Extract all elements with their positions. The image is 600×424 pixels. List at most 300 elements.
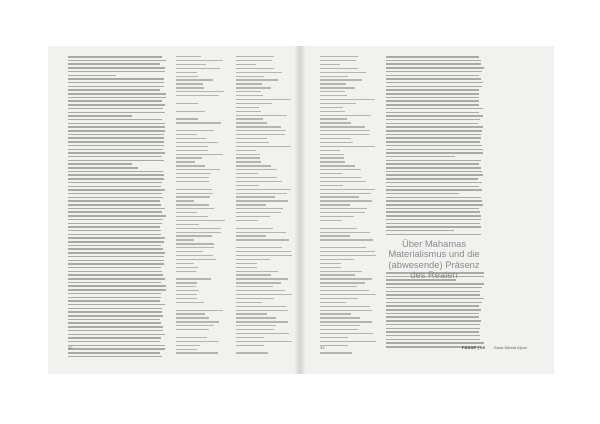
text-line-placeholder xyxy=(68,167,138,169)
text-line-placeholder xyxy=(68,326,163,328)
text-line-placeholder xyxy=(236,271,278,272)
text-line-placeholder xyxy=(68,241,164,243)
text-line-placeholder xyxy=(236,154,260,155)
text-line-placeholder xyxy=(236,99,291,100)
text-line-placeholder xyxy=(176,60,223,61)
text-line-placeholder xyxy=(176,341,219,342)
text-line-placeholder xyxy=(236,235,266,236)
text-line-placeholder xyxy=(320,79,362,80)
text-line-placeholder xyxy=(176,294,197,295)
text-line-placeholder xyxy=(236,329,274,330)
text-line-placeholder xyxy=(386,71,482,73)
text-line-placeholder xyxy=(386,104,479,106)
text-line-placeholder xyxy=(68,152,165,154)
text-line-placeholder xyxy=(68,330,163,332)
text-line-placeholder xyxy=(386,200,482,202)
text-line-placeholder xyxy=(320,107,343,108)
text-line-placeholder xyxy=(236,341,292,342)
text-line-placeholder xyxy=(386,215,481,217)
text-line-placeholder xyxy=(236,228,273,229)
text-line-placeholder xyxy=(386,226,481,228)
text-line-placeholder xyxy=(236,313,267,314)
text-line-placeholder xyxy=(176,138,206,139)
text-line-placeholder xyxy=(320,118,347,119)
text-line-placeholder xyxy=(68,71,165,73)
text-line-placeholder xyxy=(320,91,345,92)
text-line-placeholder xyxy=(320,142,353,143)
text-line-placeholder xyxy=(68,97,166,99)
text-line-placeholder xyxy=(68,134,164,136)
text-line-placeholder xyxy=(236,72,282,73)
text-line-placeholder xyxy=(176,154,223,155)
text-line-placeholder xyxy=(386,197,481,199)
text-line-placeholder xyxy=(68,115,132,117)
right-footnote-column xyxy=(320,56,376,356)
text-line-placeholder xyxy=(176,345,200,346)
text-line-placeholder xyxy=(236,130,286,131)
text-line-placeholder xyxy=(68,260,164,262)
text-line-placeholder xyxy=(386,141,480,143)
text-line-placeholder xyxy=(68,63,160,65)
text-line-placeholder xyxy=(386,339,480,341)
text-line-placeholder xyxy=(320,298,358,299)
text-line-placeholder xyxy=(236,306,286,307)
text-line-placeholder xyxy=(68,341,160,343)
text-line-placeholder xyxy=(68,200,160,202)
text-line-placeholder xyxy=(236,212,281,213)
text-line-placeholder xyxy=(320,235,350,236)
text-line-placeholder xyxy=(236,103,272,104)
running-footer-title: PASSE | 09 xyxy=(462,345,486,350)
text-line-placeholder xyxy=(236,274,271,275)
text-line-placeholder xyxy=(386,298,484,300)
text-line-placeholder xyxy=(68,226,160,228)
right-body-text-column-bottom xyxy=(386,272,484,348)
text-line-placeholder xyxy=(386,137,481,139)
text-line-placeholder xyxy=(68,289,166,291)
text-line-placeholder xyxy=(176,267,198,268)
text-line-placeholder xyxy=(176,103,198,104)
text-line-placeholder xyxy=(320,325,360,326)
right-page-number: 33 xyxy=(320,345,325,350)
text-line-placeholder xyxy=(176,204,209,205)
text-line-placeholder xyxy=(176,56,201,57)
text-line-placeholder xyxy=(386,86,482,88)
text-line-placeholder xyxy=(236,68,274,69)
text-line-placeholder xyxy=(236,286,273,287)
text-line-placeholder xyxy=(386,78,481,80)
text-line-placeholder xyxy=(320,290,369,291)
text-line-placeholder xyxy=(386,287,482,289)
text-line-placeholder xyxy=(176,352,218,353)
text-line-placeholder xyxy=(68,204,161,206)
text-line-placeholder xyxy=(320,286,357,287)
text-line-placeholder xyxy=(386,97,479,99)
text-line-placeholder xyxy=(320,271,362,272)
text-line-placeholder xyxy=(386,291,480,293)
text-line-placeholder xyxy=(320,185,343,186)
text-line-placeholder xyxy=(68,112,165,114)
text-line-placeholder xyxy=(320,282,365,283)
text-line-placeholder xyxy=(68,211,162,213)
text-line-placeholder xyxy=(236,294,292,295)
text-line-placeholder xyxy=(386,294,480,296)
text-line-placeholder xyxy=(68,126,165,128)
text-line-placeholder xyxy=(320,212,365,213)
text-line-placeholder xyxy=(386,193,459,195)
text-line-placeholder xyxy=(236,107,259,108)
text-line-placeholder xyxy=(236,64,256,65)
text-line-placeholder xyxy=(176,337,207,338)
text-line-placeholder xyxy=(68,345,165,347)
text-line-placeholder xyxy=(176,173,211,174)
text-line-placeholder xyxy=(236,216,270,217)
text-line-placeholder xyxy=(236,290,285,291)
text-line-placeholder xyxy=(236,255,292,256)
text-line-placeholder xyxy=(320,302,346,303)
text-line-placeholder xyxy=(320,352,352,353)
text-line-placeholder xyxy=(386,171,482,173)
text-line-placeholder xyxy=(68,282,161,284)
text-line-placeholder xyxy=(68,322,161,324)
text-line-placeholder xyxy=(236,79,278,80)
text-line-placeholder xyxy=(68,215,166,217)
page-gutter-shadow xyxy=(294,46,306,374)
text-line-placeholder xyxy=(236,126,281,127)
text-line-placeholder xyxy=(176,317,209,318)
text-line-placeholder xyxy=(386,219,481,221)
text-line-placeholder xyxy=(176,263,194,264)
text-line-placeholder xyxy=(68,271,162,273)
text-line-placeholder xyxy=(68,171,163,173)
text-line-placeholder xyxy=(386,63,481,65)
text-line-placeholder xyxy=(386,324,480,326)
text-line-placeholder xyxy=(320,169,361,170)
text-line-placeholder xyxy=(320,138,351,139)
text-line-placeholder xyxy=(320,64,340,65)
text-line-placeholder xyxy=(320,122,351,123)
text-line-placeholder xyxy=(236,134,285,135)
text-line-placeholder xyxy=(176,310,223,311)
text-line-placeholder xyxy=(320,263,341,264)
text-line-placeholder xyxy=(236,157,260,158)
text-line-placeholder xyxy=(386,283,484,285)
text-line-placeholder xyxy=(176,329,209,330)
text-line-placeholder xyxy=(320,200,372,201)
text-line-placeholder xyxy=(386,145,482,147)
text-line-placeholder xyxy=(236,83,262,84)
text-line-placeholder xyxy=(320,87,355,88)
text-line-placeholder xyxy=(320,196,359,197)
text-line-placeholder xyxy=(176,228,221,229)
text-line-placeholder xyxy=(386,182,482,184)
text-line-placeholder xyxy=(176,321,219,322)
text-line-placeholder xyxy=(68,123,165,125)
text-line-placeholder xyxy=(68,82,164,84)
text-line-placeholder xyxy=(386,123,478,125)
text-line-placeholder xyxy=(176,200,194,201)
text-line-placeholder xyxy=(386,93,479,95)
text-line-placeholder xyxy=(68,56,162,58)
text-line-placeholder xyxy=(236,87,271,88)
text-line-placeholder xyxy=(68,300,160,302)
text-line-placeholder xyxy=(68,263,164,265)
text-line-placeholder xyxy=(386,328,480,330)
text-line-placeholder xyxy=(320,76,348,77)
text-line-placeholder xyxy=(320,267,341,268)
text-line-placeholder xyxy=(320,103,356,104)
left-footnote-column-2 xyxy=(236,56,292,356)
text-line-placeholder xyxy=(68,130,165,132)
text-line-placeholder xyxy=(68,86,164,88)
text-line-placeholder xyxy=(386,156,455,158)
running-footer-author: Rasa Ditreta Aijum xyxy=(494,345,528,350)
text-line-placeholder xyxy=(68,193,162,195)
text-line-placeholder xyxy=(68,285,166,287)
text-line-placeholder xyxy=(176,212,197,213)
text-line-placeholder xyxy=(320,115,371,116)
text-line-placeholder xyxy=(236,161,261,162)
text-line-placeholder xyxy=(176,286,196,287)
text-line-placeholder xyxy=(386,305,479,307)
text-line-placeholder xyxy=(68,293,161,295)
left-body-text-column xyxy=(68,56,166,356)
text-line-placeholder xyxy=(68,230,161,232)
left-footnote-column xyxy=(176,56,226,356)
text-line-placeholder xyxy=(68,137,164,139)
text-line-placeholder xyxy=(320,83,346,84)
text-line-placeholder xyxy=(386,60,481,62)
text-line-placeholder xyxy=(236,232,286,233)
text-line-placeholder xyxy=(176,313,205,314)
text-line-placeholder xyxy=(68,60,166,62)
text-line-placeholder xyxy=(176,165,205,166)
text-line-placeholder xyxy=(68,352,160,354)
text-line-placeholder xyxy=(68,274,163,276)
text-line-placeholder xyxy=(236,60,272,61)
text-line-placeholder xyxy=(176,169,220,170)
text-line-placeholder xyxy=(320,216,354,217)
text-line-placeholder xyxy=(236,91,261,92)
text-line-placeholder xyxy=(320,251,375,252)
text-line-placeholder xyxy=(68,108,163,110)
text-line-placeholder xyxy=(176,68,220,69)
text-line-placeholder xyxy=(386,149,483,151)
text-line-placeholder xyxy=(236,282,281,283)
text-line-placeholder xyxy=(386,130,482,132)
text-line-placeholder xyxy=(320,161,345,162)
text-line-placeholder xyxy=(68,308,162,310)
text-line-placeholder xyxy=(176,146,208,147)
left-page-number: 32 xyxy=(68,345,73,350)
text-line-placeholder xyxy=(68,256,164,258)
text-line-placeholder xyxy=(386,115,483,117)
text-line-placeholder xyxy=(176,142,218,143)
text-line-placeholder xyxy=(176,181,209,182)
text-line-placeholder xyxy=(236,177,277,178)
text-line-placeholder xyxy=(68,119,162,121)
text-line-placeholder xyxy=(386,160,481,162)
text-line-placeholder xyxy=(386,223,480,225)
text-line-placeholder xyxy=(176,239,194,240)
text-line-placeholder xyxy=(236,165,271,166)
text-line-placeholder xyxy=(68,174,164,176)
text-line-placeholder xyxy=(236,337,264,338)
text-line-placeholder xyxy=(236,251,291,252)
text-line-placeholder xyxy=(236,263,257,264)
text-line-placeholder xyxy=(176,157,202,158)
text-line-placeholder xyxy=(320,130,370,131)
text-line-placeholder xyxy=(320,341,376,342)
text-line-placeholder xyxy=(386,335,480,337)
text-line-placeholder xyxy=(68,245,161,247)
text-line-placeholder xyxy=(176,271,196,272)
text-line-placeholder xyxy=(236,150,256,151)
text-line-placeholder xyxy=(68,160,164,162)
text-line-placeholder xyxy=(68,219,163,221)
text-line-placeholder xyxy=(176,130,214,131)
text-line-placeholder xyxy=(176,302,204,303)
text-line-placeholder xyxy=(176,251,203,252)
text-line-placeholder xyxy=(386,89,479,91)
text-line-placeholder xyxy=(320,232,370,233)
text-line-placeholder xyxy=(386,82,483,84)
text-line-placeholder xyxy=(68,348,165,350)
text-line-placeholder xyxy=(176,91,224,92)
text-line-placeholder xyxy=(236,310,288,311)
text-line-placeholder xyxy=(176,216,208,217)
text-line-placeholder xyxy=(320,321,372,322)
text-line-placeholder xyxy=(320,204,350,205)
text-line-placeholder xyxy=(320,95,347,96)
text-line-placeholder xyxy=(320,228,357,229)
text-line-placeholder xyxy=(68,311,162,313)
text-line-placeholder xyxy=(386,67,484,69)
text-line-placeholder xyxy=(236,302,262,303)
text-line-placeholder xyxy=(176,278,211,279)
text-line-placeholder xyxy=(176,79,213,80)
text-line-placeholder xyxy=(236,138,267,139)
text-line-placeholder xyxy=(320,310,372,311)
text-line-placeholder xyxy=(236,352,268,353)
text-line-placeholder xyxy=(320,337,348,338)
text-line-placeholder xyxy=(236,111,261,112)
text-line-placeholder xyxy=(68,104,165,106)
text-line-placeholder xyxy=(320,313,351,314)
text-line-placeholder xyxy=(236,247,282,248)
text-line-placeholder xyxy=(386,152,483,154)
text-line-placeholder xyxy=(68,100,162,102)
text-line-placeholder xyxy=(386,309,481,311)
text-line-placeholder xyxy=(386,178,478,180)
text-line-placeholder xyxy=(68,189,165,191)
text-line-placeholder xyxy=(236,115,287,116)
text-line-placeholder xyxy=(386,234,481,236)
text-line-placeholder xyxy=(68,208,165,210)
section-heading: Über Mahamas Materialismus und die (abwesende) Präsenz des Realen xyxy=(388,238,480,281)
text-line-placeholder xyxy=(68,93,166,95)
text-line-placeholder xyxy=(68,145,164,147)
text-line-placeholder xyxy=(176,290,199,291)
text-line-placeholder xyxy=(236,259,270,260)
text-line-placeholder xyxy=(68,178,164,180)
text-line-placeholder xyxy=(320,177,361,178)
text-line-placeholder xyxy=(236,185,259,186)
text-line-placeholder xyxy=(68,78,164,80)
text-line-placeholder xyxy=(176,134,197,135)
text-line-placeholder xyxy=(236,118,263,119)
text-line-placeholder xyxy=(68,315,163,317)
text-line-placeholder xyxy=(236,196,275,197)
text-line-placeholder xyxy=(68,182,162,184)
text-line-placeholder xyxy=(236,76,264,77)
text-line-placeholder xyxy=(236,317,276,318)
text-line-placeholder xyxy=(176,325,214,326)
text-line-placeholder xyxy=(68,252,165,254)
text-line-placeholder xyxy=(176,150,208,151)
text-line-placeholder xyxy=(386,134,481,136)
text-line-placeholder xyxy=(68,75,116,77)
text-line-placeholder xyxy=(236,193,287,194)
text-line-placeholder xyxy=(176,177,209,178)
text-line-placeholder xyxy=(68,297,161,299)
text-line-placeholder xyxy=(386,186,479,188)
text-line-placeholder xyxy=(386,163,479,165)
text-line-placeholder xyxy=(176,208,214,209)
text-line-placeholder xyxy=(320,68,358,69)
text-line-placeholder xyxy=(68,237,165,239)
text-line-placeholder xyxy=(320,306,370,307)
text-line-placeholder xyxy=(320,146,375,147)
text-line-placeholder xyxy=(68,156,162,158)
text-line-placeholder xyxy=(176,224,199,225)
text-line-placeholder xyxy=(320,274,355,275)
text-line-placeholder xyxy=(236,278,288,279)
text-line-placeholder xyxy=(236,122,267,123)
text-line-placeholder xyxy=(386,167,481,169)
text-line-placeholder xyxy=(176,232,221,233)
text-line-placeholder xyxy=(236,208,283,209)
text-line-placeholder xyxy=(386,100,479,102)
text-line-placeholder xyxy=(68,186,161,188)
text-line-placeholder xyxy=(320,134,369,135)
text-line-placeholder xyxy=(176,111,205,112)
text-line-placeholder xyxy=(236,345,264,346)
text-line-placeholder xyxy=(386,189,482,191)
text-line-placeholder xyxy=(320,189,375,190)
text-line-placeholder xyxy=(68,223,162,225)
text-line-placeholder xyxy=(320,154,344,155)
text-line-placeholder xyxy=(236,325,276,326)
text-line-placeholder xyxy=(320,329,358,330)
text-line-placeholder xyxy=(68,356,162,358)
text-line-placeholder xyxy=(236,204,266,205)
text-line-placeholder xyxy=(320,255,376,256)
text-line-placeholder xyxy=(176,298,197,299)
text-line-placeholder xyxy=(176,243,214,244)
text-line-placeholder xyxy=(68,248,163,250)
text-line-placeholder xyxy=(320,157,344,158)
text-line-placeholder xyxy=(236,56,274,57)
text-line-placeholder xyxy=(386,302,482,304)
text-line-placeholder xyxy=(320,60,356,61)
text-line-placeholder xyxy=(68,197,163,199)
text-line-placeholder xyxy=(320,126,365,127)
text-line-placeholder xyxy=(236,142,269,143)
text-line-placeholder xyxy=(68,319,160,321)
right-body-text-column-top xyxy=(386,56,484,236)
text-line-placeholder xyxy=(386,342,484,344)
